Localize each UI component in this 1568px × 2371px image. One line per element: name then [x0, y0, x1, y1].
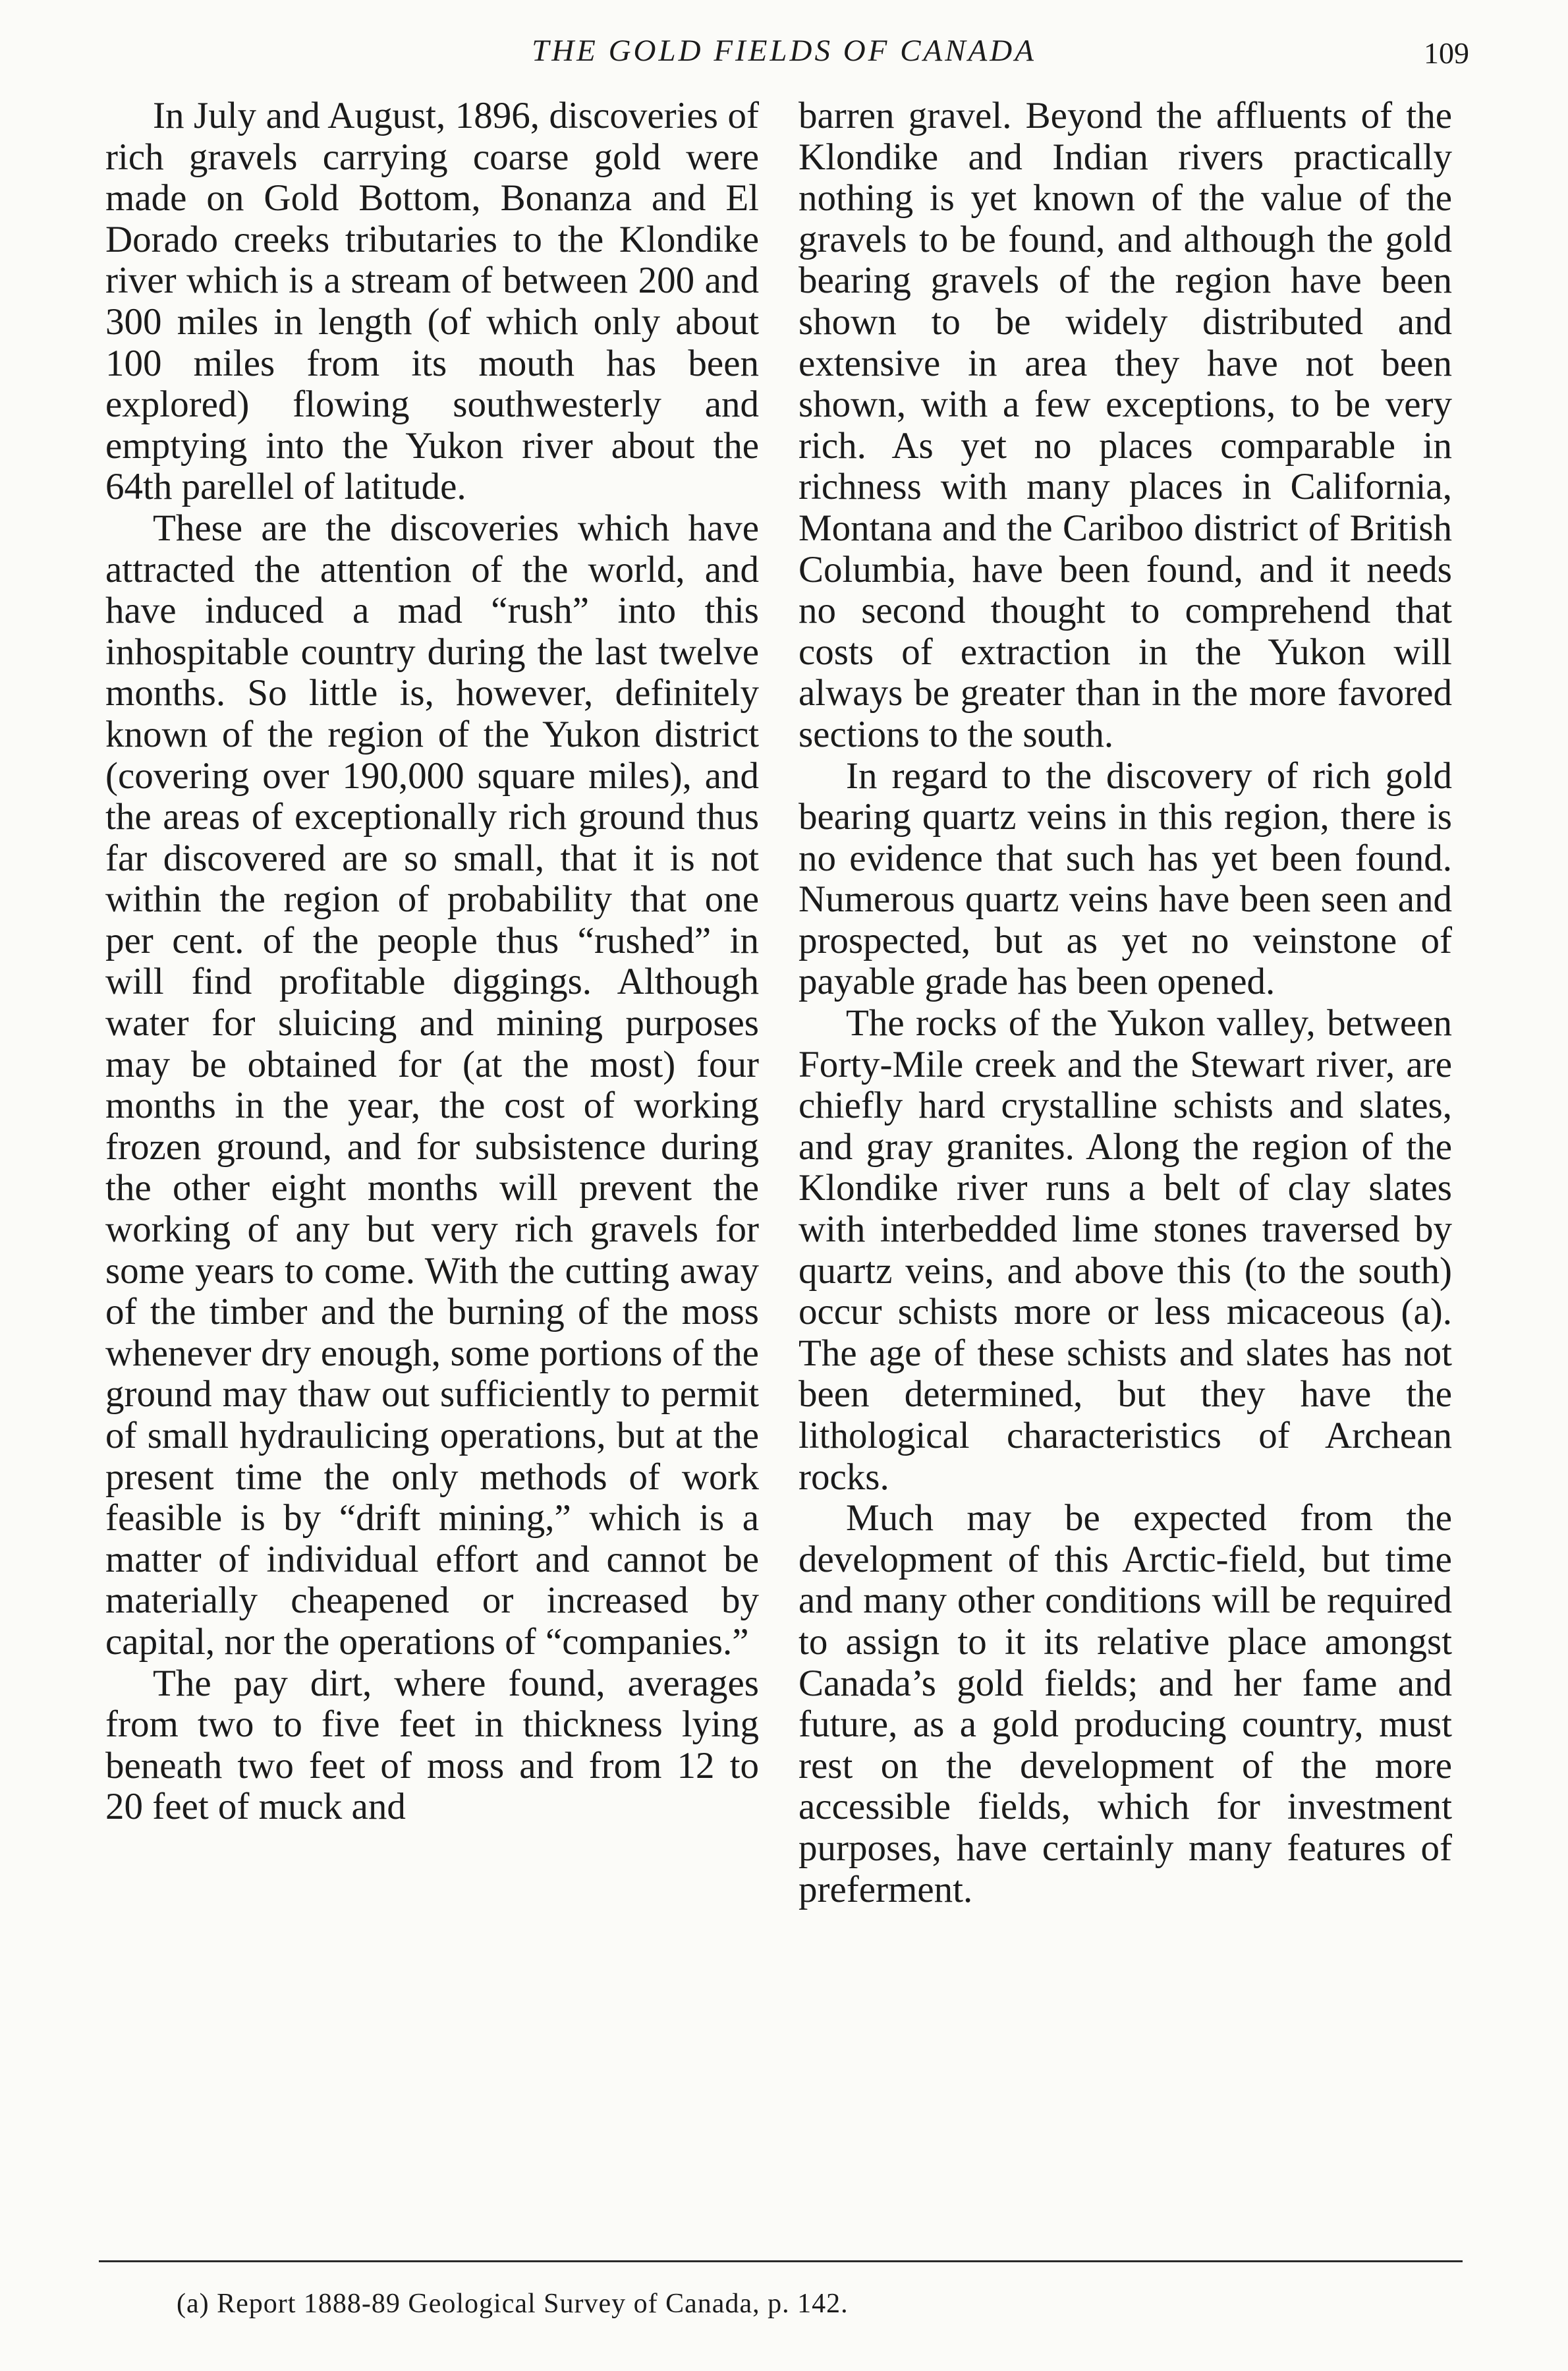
paragraph-continuation: barren gravel. Beyond the affluents of the Klondike and Indian rivers practically nothing is yet known of the value of the gravels to be found, and although the gold bearing gravels of the region have been shown to be widely distributed and extensive in area they have not been shown, with a few exceptions, to be very rich. As yet no places comparable in richness with many places in California, Montana and the Cariboo district of British Columbia, have been found, and it needs no second thought to comprehend that costs of extraction in the Yukon will always be greater than in the more favored sections to the south. — [798, 95, 1452, 755]
paragraph-quartz-veins: In regard to the discovery of rich gold bearing quartz veins in this region, there is no evidence that such has yet been found. Numerous quartz veins have been seen and prospected, but as yet no veinstone of payable grade has been opened. — [798, 755, 1452, 1003]
paragraph-pay-dirt: The pay dirt, where found, averages from two to five feet in thickness lying beneath two feet of moss and from 12 to 20 feet of muck and — [105, 1662, 759, 1828]
paragraph-rush: These are the discoveries which have attracted the attention of the world, and have induced a mad “rush” into this inhospitable country during the last twelve months. So little is, however, definitely known of the region of the Yukon district (covering over 190,000 square miles), and the areas of exceptionally rich ground thus far discovered are so small, that it is not within the region of probability that one per cent. of the people thus “rushed” in will find profitable diggings. Although water for sluicing and mining purposes may be obtained for (at the most) four months in the year, the cost of working frozen ground, and for subsistence during the other eight months will prevent the working of any but very rich gravels for some years to come. With the cutting away of the timber and the burning of the moss whenever dry enough, some portions of the ground may thaw out sufficiently to permit of small hydraulicing operations, but at the present time the only methods of work feasible is by “drift mining,” which is a matter of individual effort and cannot be materially cheapened or increased by capital, nor the operations of “companies.” — [105, 507, 759, 1663]
page-header — [0, 29, 1568, 75]
footnote: (a) Report 1888-89 Geological Survey of Canada, p. 142. — [177, 2289, 849, 2319]
footnote-divider — [99, 2260, 1463, 2262]
running-title: THE GOLD FIELDS OF CANADA — [532, 34, 1036, 68]
page-number: 109 — [1424, 36, 1469, 70]
left-column — [105, 96, 759, 1828]
paragraph-rocks: The rocks of the Yukon valley, between Forty-Mile creek and the Stewart river, are chiefly hard crystalline schists and slates, and gray granites. Along the region of the Klondike river runs a belt of clay slates with interbedded lime stones traversed by quartz veins, and above this (to the south) occur schists more or less micaceous (a). The age of these schists and slates has not been determined, but they have the lithological characteristics of Archean rocks. — [798, 1002, 1452, 1498]
paragraph-arctic-field: Much may be expected from the development of this Arctic-field, but time and many other conditions will be required to assign to it its relative place amongst Canada’s gold fields; and her fame and future, as a gold producing country, must rest on the development of the more accessible fields, which for investment purposes, have certainly many features of preferment. — [798, 1497, 1452, 1910]
right-column — [798, 96, 1452, 1910]
paragraph-discoveries: In July and August, 1896, discoveries of rich gravels carrying coarse gold were made on Gold Bottom, Bonanza and El Dorado creeks tributaries to the Klondike river which is a stream of between 200 and 300 miles in length (of which only about 100 miles from its mouth has been explored) flowing southwesterly and emptying into the Yukon river about the 64th parellel of latitude. — [105, 95, 759, 508]
